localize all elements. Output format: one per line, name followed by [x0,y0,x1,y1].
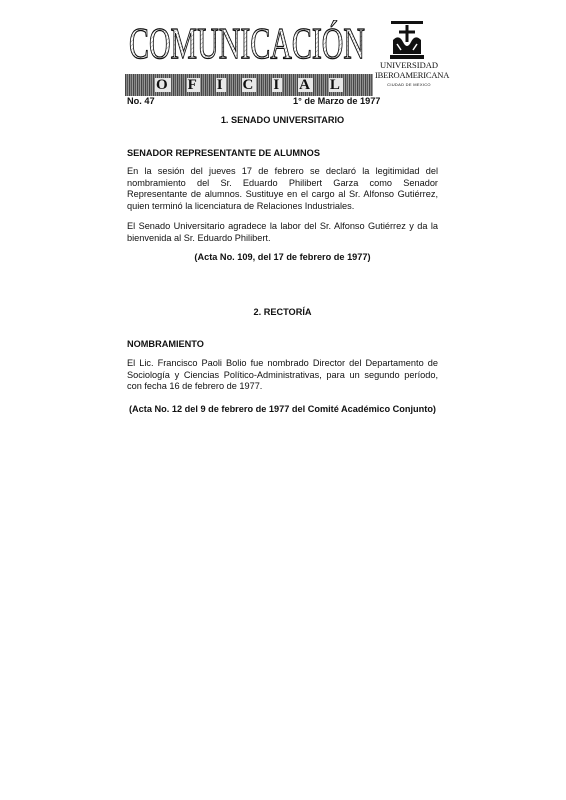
section-2-acta: (Acta No. 12 del 9 de febrero de 1977 del Comité Académico Conjunto) [128,404,436,414]
banner-letter: A [299,77,312,93]
section-1-heading: 1. SENADO UNIVERSITARIO [220,115,345,125]
section-2-heading: 2. RECTORÍA [253,307,312,317]
logo-university-label: UNIVERSIDAD [379,60,439,70]
masthead-banner-word [125,74,373,96]
university-logo [375,20,450,94]
banner-letter: I [216,77,225,93]
banner-letter: I [273,77,282,93]
logo-iberoamericana-label: IBEROAMERICANA [375,70,450,80]
banner-letter: L [329,77,342,93]
banner-letter: O [155,77,170,93]
section-1-subheading: SENADOR REPRESENTANTE DE ALUMNOS [127,148,320,158]
section-2-subheading: NOMBRAMIENTO [127,339,204,349]
masthead-title-text: COMUNICACIÓN [129,20,365,64]
logo-city-label: CIUDAD DE MEXICO [387,82,431,87]
masthead [125,18,450,93]
university-emblem-icon [389,20,425,60]
issue-number: No. 47 [127,96,155,106]
section-1-paragraph-1: En la sesión del jueves 17 de febrero se declaró la legitimidad del nombramiento del Sr. Eduardo Philibert Garza como Senador Representante de alumnos. Sustituye en el cargo al Sr. Alfonso Gutiérrez, quien terminó la licenciatura de Relaciones Industriales. [127,166,438,211]
banner-letter: C [242,77,256,93]
issue-date: 1° de Marzo de 1977 [293,96,381,106]
masthead-title [127,20,367,64]
section-1-paragraph-2: El Senado Universitario agradece la labor del Sr. Alfonso Gutiérrez y da la bienvenida al Sr. Eduardo Philibert. [127,221,438,243]
banner-letter: F [187,77,199,93]
masthead-banner [125,74,373,96]
section-1-acta: (Acta No. 109, del 17 de febrero de 1977) [194,252,371,262]
section-2-paragraph-1: El Lic. Francisco Paoli Bolio fue nombrado Director del Departamento de Sociología y Ciencias Político-Administrativas, para un segundo período, con fecha 16 de febrero de 1977. [127,358,438,391]
